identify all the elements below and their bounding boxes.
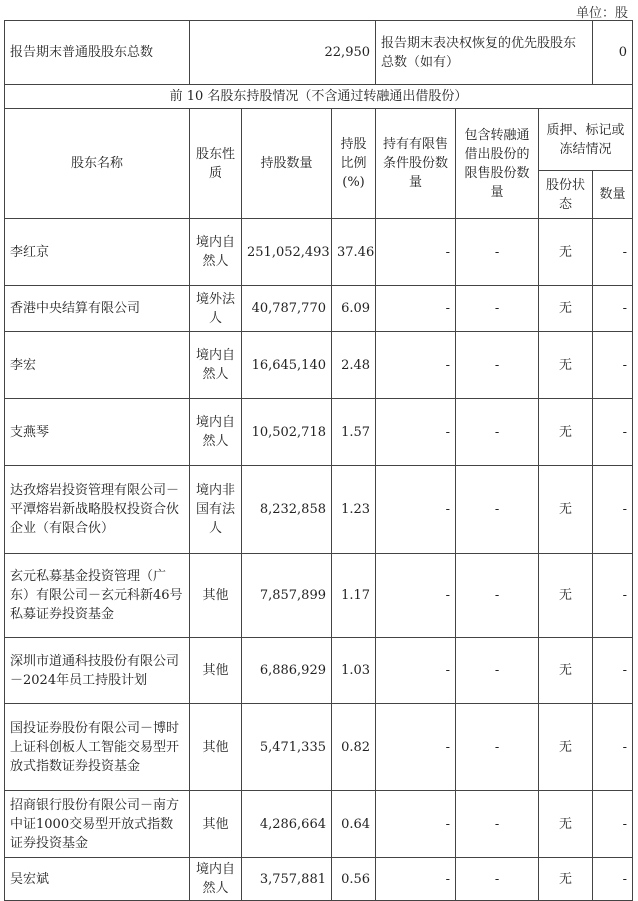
- holder-qty: 10,502,718: [242, 399, 332, 466]
- table-row: [5, 554, 633, 638]
- holder-lending: -: [456, 554, 539, 638]
- pref-holders-value: 0: [593, 21, 633, 85]
- holder-nature: 其他: [190, 638, 242, 704]
- holder-nature: 境外法人: [190, 286, 242, 332]
- holder-qty: 6,886,929: [242, 638, 332, 704]
- holder-pledge-qty: -: [593, 399, 633, 466]
- holder-lending: -: [456, 219, 539, 286]
- holder-restricted: -: [376, 332, 456, 399]
- holder-name: 李红京: [5, 219, 190, 286]
- holder-ratio: 6.09: [332, 286, 376, 332]
- holder-nature: 境内自然人: [190, 858, 242, 901]
- pref-holders-label: 报告期末表决权恢复的优先股股东总数（如有）: [376, 21, 593, 85]
- holder-ratio: 1.17: [332, 554, 376, 638]
- holder-restricted: -: [376, 286, 456, 332]
- table-row: [5, 638, 633, 704]
- section-title-row: [5, 85, 633, 109]
- header-nature: 股东性质: [190, 109, 242, 219]
- holder-pledge-status: 无: [539, 554, 593, 638]
- holder-ratio: 1.23: [332, 466, 376, 554]
- header-pledge-status: 股份状态: [539, 171, 593, 219]
- header-lending: 包含转融通借出股份的限售股份数量: [456, 109, 539, 219]
- table-row: [5, 704, 633, 791]
- holder-restricted: -: [376, 466, 456, 554]
- holder-restricted: -: [376, 791, 456, 858]
- unit-label: 单位：股: [575, 6, 628, 21]
- holder-restricted: -: [376, 704, 456, 791]
- holder-restricted: -: [376, 554, 456, 638]
- holder-lending: -: [456, 286, 539, 332]
- holder-lending: -: [456, 791, 539, 858]
- holder-name: 香港中央结算有限公司: [5, 286, 190, 332]
- holder-lending: -: [456, 704, 539, 791]
- holder-name: 国投证券股份有限公司－博时上证科创板人工智能交易型开放式指数证券投资基金: [5, 704, 190, 791]
- holder-name: 深圳市道通科技股份有限公司－2024年员工持股计划: [5, 638, 190, 704]
- summary-row: [5, 21, 633, 85]
- holder-qty: 5,471,335: [242, 704, 332, 791]
- holder-ratio: 1.03: [332, 638, 376, 704]
- holder-pledge-status: 无: [539, 399, 593, 466]
- holder-restricted: -: [376, 399, 456, 466]
- holder-lending: -: [456, 332, 539, 399]
- holder-nature: 境内自然人: [190, 399, 242, 466]
- holder-qty: 40,787,770: [242, 286, 332, 332]
- table-row: [5, 332, 633, 399]
- holder-nature: 其他: [190, 704, 242, 791]
- holder-pledge-qty: -: [593, 466, 633, 554]
- holder-name: 李宏: [5, 332, 190, 399]
- table-body: [5, 21, 633, 901]
- table-row: [5, 858, 633, 901]
- holder-pledge-qty: -: [593, 791, 633, 858]
- holder-restricted: -: [376, 219, 456, 286]
- header-restricted: 持有有限售条件股份数量: [376, 109, 456, 219]
- holder-ratio: 0.82: [332, 704, 376, 791]
- holder-nature: 其他: [190, 791, 242, 858]
- holder-qty: 4,286,664: [242, 791, 332, 858]
- holder-lending: -: [456, 399, 539, 466]
- section-title: 前 10 名股东持股情况（不含通过转融通出借股份）: [5, 85, 633, 109]
- holder-pledge-status: 无: [539, 638, 593, 704]
- holder-pledge-qty: -: [593, 219, 633, 286]
- holder-qty: 251,052,493: [242, 219, 332, 286]
- holder-nature: 境内自然人: [190, 219, 242, 286]
- holder-pledge-status: 无: [539, 219, 593, 286]
- header-pledge-qty: 数量: [593, 171, 633, 219]
- holder-pledge-status: 无: [539, 704, 593, 791]
- shareholder-table: [4, 20, 633, 901]
- holder-ratio: 1.57: [332, 399, 376, 466]
- holder-lending: -: [456, 638, 539, 704]
- holder-pledge-status: 无: [539, 466, 593, 554]
- holder-lending: -: [456, 858, 539, 901]
- holder-qty: 3,757,881: [242, 858, 332, 901]
- holder-name: 玄元私募基金投资管理（广东）有限公司－玄元科新46号私募证券投资基金: [5, 554, 190, 638]
- holder-qty: 7,857,899: [242, 554, 332, 638]
- table-row: [5, 791, 633, 858]
- holder-name: 支燕琴: [5, 399, 190, 466]
- table-row: [5, 219, 633, 286]
- common-holders-label: 报告期末普通股股东总数: [5, 21, 190, 85]
- holder-qty: 16,645,140: [242, 332, 332, 399]
- holder-lending: -: [456, 466, 539, 554]
- holder-name: 招商银行股份有限公司－南方中证1000交易型开放式指数证券投资基金: [5, 791, 190, 858]
- holder-pledge-qty: -: [593, 704, 633, 791]
- holder-ratio: 0.56: [332, 858, 376, 901]
- table-row: [5, 286, 633, 332]
- holder-name: 达孜熔岩投资管理有限公司－平潭熔岩新战略股权投资合伙企业（有限合伙）: [5, 466, 190, 554]
- header-pledge: 质押、标记或冻结情况: [539, 109, 633, 171]
- holder-pledge-qty: -: [593, 286, 633, 332]
- holder-nature: 境内非国有法人: [190, 466, 242, 554]
- holder-ratio: 0.64: [332, 791, 376, 858]
- holder-nature: 其他: [190, 554, 242, 638]
- holder-nature: 境内自然人: [190, 332, 242, 399]
- table-row: [5, 466, 633, 554]
- header-ratio: 持股比例(%): [332, 109, 376, 219]
- holder-pledge-status: 无: [539, 332, 593, 399]
- holder-pledge-qty: -: [593, 554, 633, 638]
- holder-ratio: 37.46: [332, 219, 376, 286]
- holder-qty: 8,232,858: [242, 466, 332, 554]
- holder-pledge-status: 无: [539, 286, 593, 332]
- holder-pledge-qty: -: [593, 638, 633, 704]
- header-row: [5, 109, 633, 171]
- holder-pledge-status: 无: [539, 791, 593, 858]
- holder-pledge-qty: -: [593, 332, 633, 399]
- holder-pledge-qty: -: [593, 858, 633, 901]
- holder-name: 吴宏斌: [5, 858, 190, 901]
- holder-restricted: -: [376, 638, 456, 704]
- common-holders-value: 22,950: [190, 21, 376, 85]
- holder-ratio: 2.48: [332, 332, 376, 399]
- holder-pledge-status: 无: [539, 858, 593, 901]
- header-name: 股东名称: [5, 109, 190, 219]
- holder-restricted: -: [376, 858, 456, 901]
- table-row: [5, 399, 633, 466]
- header-qty: 持股数量: [242, 109, 332, 219]
